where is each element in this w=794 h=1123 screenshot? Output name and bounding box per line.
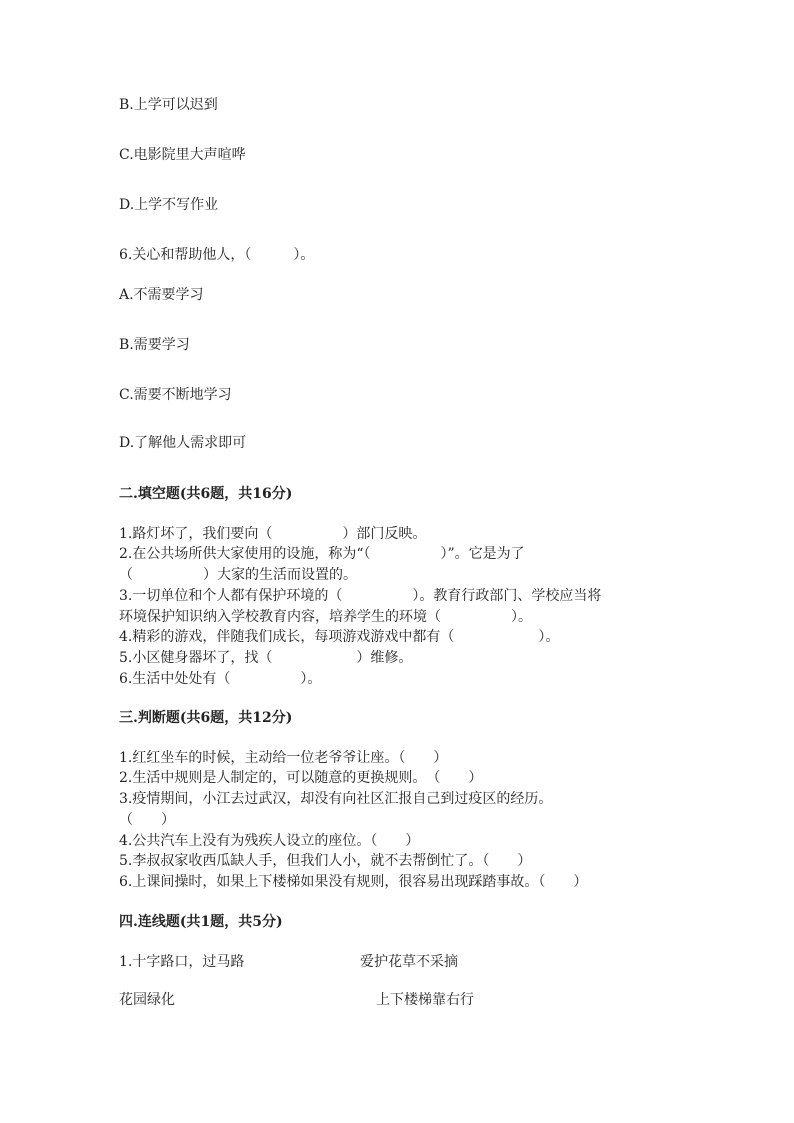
q5-option-c: C.电影院里大声喧哗 xyxy=(119,147,246,163)
q6-option-d: D.了解他人需求即可 xyxy=(119,435,247,451)
section2-line-8: 6.生活中处处有（ ）。 xyxy=(119,671,322,687)
section3-title: 三.判断题(共6题，共12分) xyxy=(119,710,293,726)
section2-title: 二.填空题(共6题，共16分) xyxy=(119,486,293,502)
section3-line-4: （ ） xyxy=(119,812,175,828)
section2-line-1: 1.路灯坏了，我们要向（ ）部门反映。 xyxy=(119,526,427,542)
matching-right-1: 爱护花草不采摘 xyxy=(360,954,458,970)
q6-stem: 6.关心和帮助他人，（ ）。 xyxy=(119,247,315,263)
section2-line-2: 2.在公共场所供大家使用的设施，称为“（ ）”。它是为了 xyxy=(119,546,525,562)
matching-left-1: 1.十字路口，过马路 xyxy=(119,954,245,970)
section3-line-1: 1.红红坐车的时候，主动给一位老爷爷让座。（ ） xyxy=(119,750,448,766)
section3-line-3: 3.疫情期间，小江去过武汉，却没有向社区汇报自己到过疫区的经历。 xyxy=(119,791,553,807)
q6-option-a: A.不需要学习 xyxy=(119,287,204,303)
section2-line-4: 3.一切单位和个人都有保护环境的（ ）。教育行政部门、学校应当将 xyxy=(119,588,602,604)
q6-option-c: C.需要不断地学习 xyxy=(119,387,232,403)
matching-right-2: 上下楼梯靠右行 xyxy=(376,992,474,1008)
q5-option-d: D.上学不写作业 xyxy=(119,197,219,213)
section4-title: 四.连线题(共1题，共5分) xyxy=(119,914,283,930)
matching-left-2: 花园绿化 xyxy=(119,992,175,1008)
section3-line-5: 4.公共汽车上没有为残疾人设立的座位。（ ） xyxy=(119,833,420,849)
q5-option-b: B.上学可以迟到 xyxy=(119,97,218,113)
section3-line-7: 6.上课间操时，如果上下楼梯如果没有规则，很容易出现踩踏事故。（ ） xyxy=(119,874,588,890)
q6-option-b: B.需要学习 xyxy=(119,337,190,353)
section3-line-2: 2.生活中规则是人制定的，可以随意的更换规则。 （ ） xyxy=(119,770,483,786)
section3-line-6: 5.李叔叔家收西瓜缺人手，但我们人小，就不去帮倒忙了。（ ） xyxy=(119,853,532,869)
section2-line-6: 4.精彩的游戏，伴随我们成长，每项游戏游戏中都有（ ）。 xyxy=(119,629,560,645)
section2-line-7: 5.小区健身器坏了，找（ ）维修。 xyxy=(119,650,413,666)
section2-line-3: （ ）大家的生活而设置的。 xyxy=(119,567,357,583)
section2-line-5: 环境保护知识纳入学校教育内容，培养学生的环境（ ）。 xyxy=(119,609,532,625)
